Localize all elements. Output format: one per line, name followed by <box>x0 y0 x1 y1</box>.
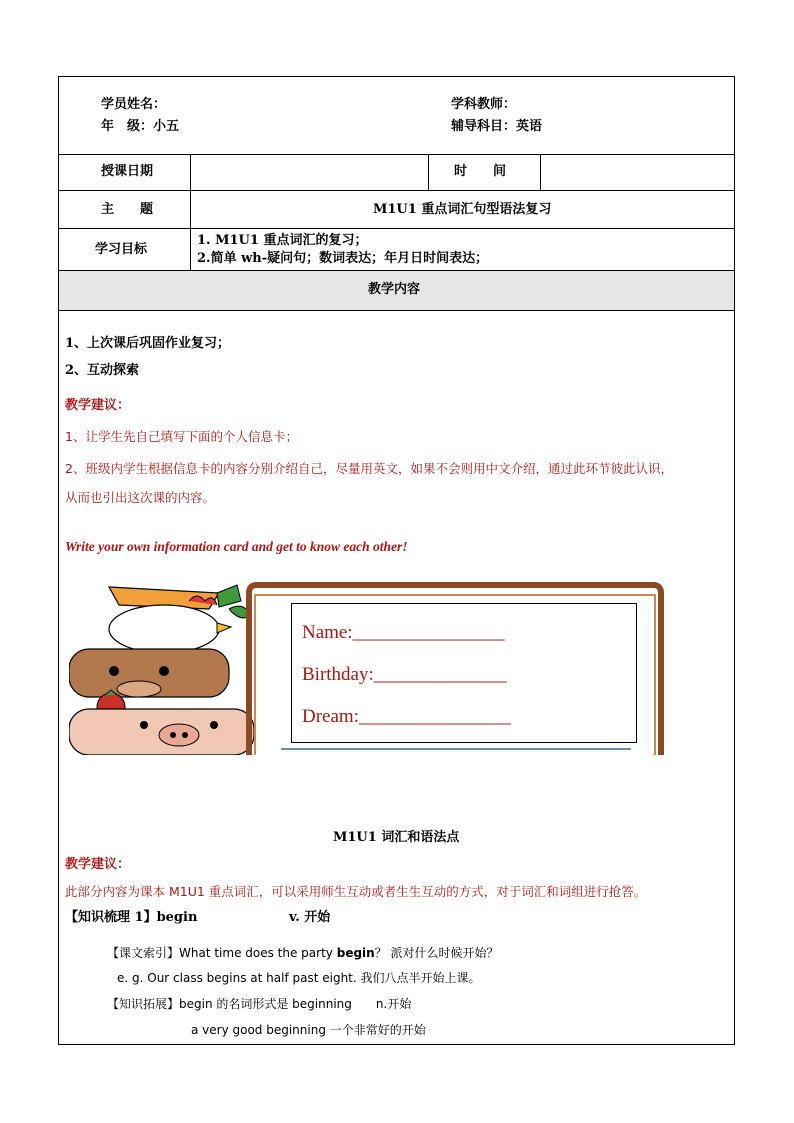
example-sentence: e. g. Our class begins at half past eight. 我们八点半开始上课。 <box>117 971 481 985</box>
header-row <box>59 77 734 155</box>
date-label: 授课日期 <box>101 164 154 179</box>
section-title: M1U1 词汇和语法点 <box>333 830 460 845</box>
advice-1: 1、让学生先自己填写下面的个人信息卡； <box>65 429 298 444</box>
knowledge-extension: 【知识拓展】begin 的名词形式是 beginning n.开始 <box>107 997 412 1011</box>
goal-line-2: 2.简单 wh-疑问句；数词表达；年月日时间表达； <box>197 251 489 266</box>
document-frame <box>58 76 735 1045</box>
topic-label: 主 题 <box>101 202 154 217</box>
knowledge-1-label: 【知识梳理 1】begin <box>65 910 198 925</box>
advice-label: 教学建议： <box>65 398 131 413</box>
knowledge-1-meaning: v. 开始 <box>289 910 331 925</box>
advice-label-2: 教学建议： <box>65 857 131 872</box>
topic-row <box>59 191 734 229</box>
date-row <box>59 155 734 191</box>
advice-2-line-1: 2、班级内学生根据信息卡的内容分别介绍自己，尽量用英文，如果不会则用中文介绍，通过此环节彼此认识， <box>65 461 673 476</box>
advice-2-line-2: 从而也引出这次课的内容。 <box>65 490 216 505</box>
grade-label: 年 级：小五 <box>101 119 180 134</box>
topic-value: M1U1 重点词汇句型语法复习 <box>373 202 552 217</box>
goal-line-1: 1. M1U1 重点词汇的复习； <box>197 233 368 248</box>
item-1: 1、上次课后巩固作业复习； <box>65 336 231 351</box>
extension-example: a very good beginning 一个非常好的开始 <box>191 1023 426 1037</box>
student-name-label: 学员姓名： <box>101 97 167 112</box>
item-2: 2、互动探索 <box>65 363 140 378</box>
animals-illustration <box>69 579 269 755</box>
subject-label: 辅导科目：英语 <box>451 119 543 134</box>
birthday-field[interactable]: Birthday:______________ <box>302 664 507 685</box>
info-card <box>291 603 637 743</box>
text-reference-suffix: ？ 派对什么时候开始？ <box>374 946 499 960</box>
text-reference <box>107 945 499 961</box>
dream-field[interactable]: Dream:________________ <box>302 706 511 727</box>
goal-label: 学习目标 <box>95 242 148 257</box>
text-reference-bold: begin <box>336 946 375 960</box>
advice-3: 此部分内容为课本 M1U1 重点词汇，可以采用师生互动或者生生互动的方式，对于词汇和词组进行抢答。 <box>65 884 647 899</box>
instruction: Write your own information card and get to know each other! <box>65 539 408 554</box>
content-header: 教学内容 <box>368 282 421 297</box>
info-card-illustration <box>69 579 669 755</box>
teacher-label: 学科教师： <box>451 97 517 112</box>
name-field[interactable]: Name:________________ <box>302 622 505 643</box>
content-header-row <box>59 271 734 311</box>
goal-row <box>59 229 734 271</box>
time-label: 时 间 <box>454 164 507 179</box>
text-reference-prefix: 【课文索引】What time does the party <box>107 946 333 960</box>
